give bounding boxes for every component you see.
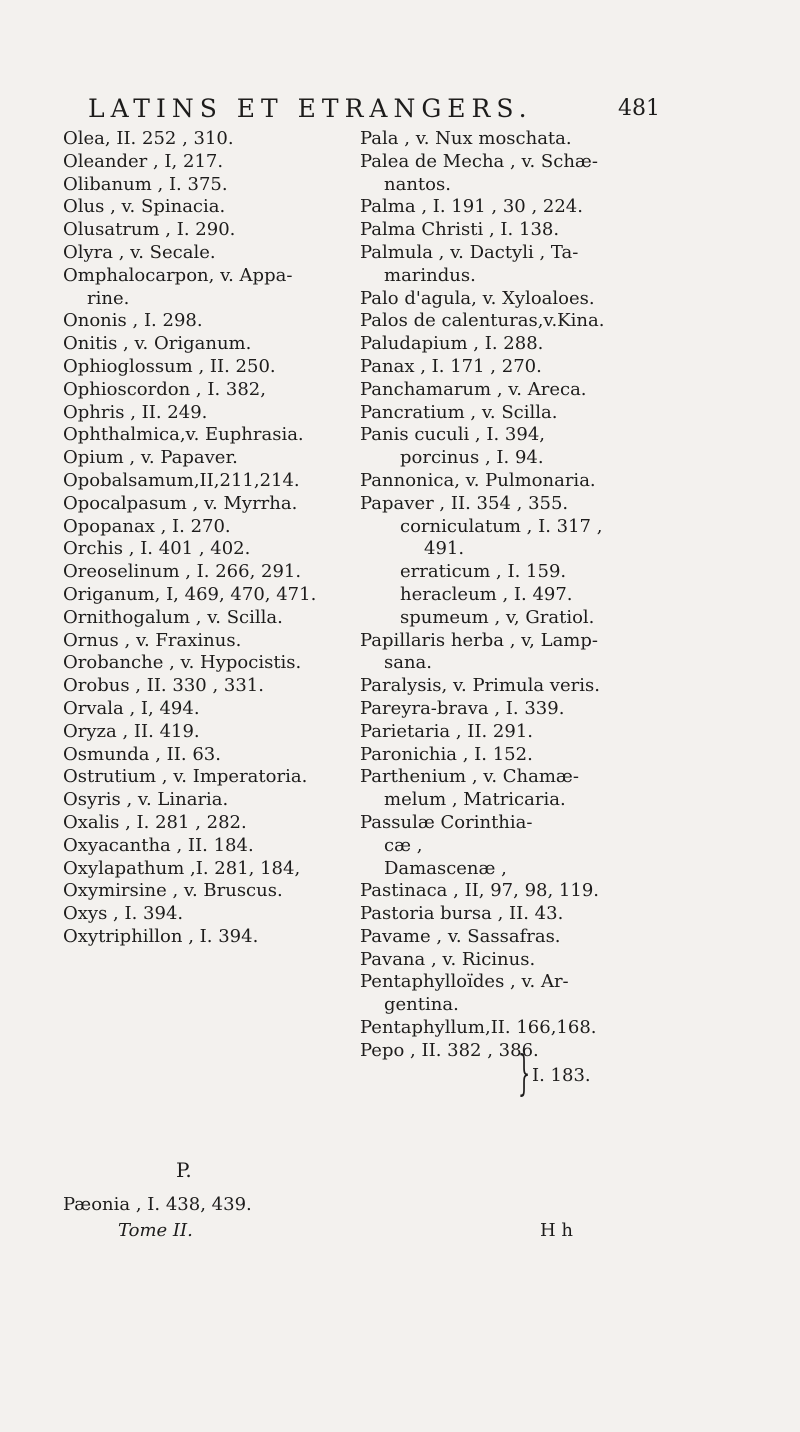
index-entry: Pala , v. Nux moschata.	[360, 128, 572, 149]
index-entry: Oreoselinum , I. 266, 291.	[63, 561, 302, 583]
index-entry: Pareyra-brava , I. 339.	[360, 697, 565, 719]
index-entry: Onitis , v. Origanum.	[63, 333, 252, 355]
index-entry: Osyris , v. Linaria.	[63, 789, 229, 811]
index-entry: Passulæ Corinthia-	[360, 811, 533, 833]
index-entry: Ornus , v. Fraxinus.	[63, 629, 242, 651]
index-entry: Oleander , I, 217.	[63, 150, 224, 172]
index-entry: Papillaris herba , v, Lamp-	[360, 629, 598, 651]
index-entry: Orchis , I. 401 , 402.	[63, 538, 251, 560]
index-subentry: corniculatum , I. 317 ,	[400, 515, 603, 537]
index-entry: Ornithogalum , v. Scilla.	[63, 606, 283, 628]
brace-reference: I. 183.	[532, 1065, 591, 1086]
index-entry: Panis cuculi , I. 394,	[360, 424, 546, 446]
index-entry: Oryza , II. 419.	[63, 720, 200, 742]
index-entry: Panchamarum , v. Areca.	[360, 378, 587, 400]
index-entry: Ophthalmica,v. Euphrasia.	[63, 424, 304, 446]
index-entry: Origanum, I, 469, 470, 471.	[63, 583, 317, 605]
index-entry: Pepo , II. 382 , 386.	[360, 1039, 539, 1061]
index-entry: Pentaphylloïdes , v. Ar-	[360, 971, 569, 993]
index-entry: Pannonica, v. Pulmonaria.	[360, 469, 596, 491]
index-entry: Orobanche , v. Hypocistis.	[63, 652, 302, 674]
index-entry: Olea, II. 252 , 310.	[63, 128, 234, 149]
index-entry: Parthenium , v. Chamæ-	[360, 766, 579, 788]
index-entry: Orvala , I, 494.	[63, 697, 200, 719]
left-index-column	[63, 128, 353, 949]
index-entry: Oxymirsine , v. Bruscus.	[63, 880, 283, 902]
index-subentry: heracleum , I. 497.	[400, 583, 573, 605]
index-entry-continuation: melum , Matricaria.	[384, 789, 566, 811]
index-entry: Oxylapathum ,I. 281, 184,	[63, 857, 301, 879]
index-entry-continuation: marindus.	[384, 264, 476, 286]
section-letter: P.	[176, 1158, 192, 1182]
index-entry: Olusatrum , I. 290.	[63, 219, 236, 241]
index-entry: Parietaria , II. 291.	[360, 720, 534, 742]
signature-mark: Tome II.	[118, 1220, 193, 1241]
index-entry: Palma Christi , I. 138.	[360, 219, 560, 241]
index-entry: Opopanax , I. 270.	[63, 515, 231, 537]
index-entry: Oxalis , I. 281 , 282.	[63, 811, 247, 833]
index-entry: Ononis , I. 298.	[63, 310, 203, 332]
index-entry: Palea de Mecha , v. Schæ-	[360, 150, 598, 172]
index-entry: Pancratium , v. Scilla.	[360, 401, 558, 423]
index-entry-continuation: cæ ,	[384, 834, 423, 856]
index-entry: Ophioscordon , I. 382,	[63, 378, 266, 400]
index-entry: Paralysis, v. Primula veris.	[360, 675, 600, 697]
index-entry: Pastinaca , II, 97, 98, 119.	[360, 880, 600, 902]
index-entry: Opium , v. Papaver.	[63, 447, 238, 469]
index-entry: Paronichia , I. 152.	[360, 743, 533, 765]
index-entry-continuation: nantos.	[384, 173, 451, 195]
index-entry: Oxytriphillon , I. 394.	[63, 925, 259, 947]
index-subentry: Damascenæ ,	[384, 857, 507, 879]
index-entry: Opocalpasum , v. Myrrha.	[63, 492, 298, 514]
index-entry: Ophris , II. 249.	[63, 401, 208, 423]
index-entry: Panax , I. 171 , 270.	[360, 355, 542, 377]
page-number: 481	[618, 96, 660, 121]
index-entry: Papaver , II. 354 , 355.	[360, 492, 569, 514]
curly-brace-icon: }	[518, 1045, 531, 1101]
index-entry-continuation: gentina.	[384, 994, 459, 1016]
index-entry: Pavame , v. Sassafras.	[360, 925, 561, 947]
curly-brace-group	[518, 1045, 638, 1101]
index-entry: Olyra , v. Secale.	[63, 241, 216, 263]
index-entry: Oxys , I. 394.	[63, 903, 184, 925]
index-subentry-continuation: 491.	[424, 538, 465, 560]
index-entry: Ostrutium , v. Imperatoria.	[63, 766, 308, 788]
index-entry: Opobalsamum,II,211,214.	[63, 469, 300, 491]
index-entry: Pastoria bursa , II. 43.	[360, 903, 564, 925]
index-entry: Palma , I. 191 , 30 , 224.	[360, 196, 583, 218]
index-entry: Oxyacantha , II. 184.	[63, 834, 254, 856]
right-index-column	[360, 128, 672, 1063]
running-header	[88, 94, 660, 132]
index-entry: Pavana , v. Ricinus.	[360, 948, 536, 970]
index-entry: Paludapium , I. 288.	[360, 333, 544, 355]
index-entry: Olus , v. Spinacia.	[63, 196, 226, 218]
index-entry-continuation: sana.	[384, 652, 433, 674]
index-subentry: porcinus , I. 94.	[400, 447, 544, 469]
index-entry: Ophioglossum , II. 250.	[63, 355, 276, 377]
catchword: H h	[540, 1220, 574, 1241]
index-entry: Pæonia , I. 438, 439.	[63, 1194, 252, 1215]
index-entry: Pentaphyllum,II. 166,168.	[360, 1017, 597, 1039]
index-subentry: spumeum , v, Gratiol.	[400, 606, 595, 628]
index-subentry: erraticum , I. 159.	[400, 561, 567, 583]
index-entry: Orobus , II. 330 , 331.	[63, 675, 264, 697]
index-entry-continuation: rine.	[87, 287, 130, 309]
index-entry: Osmunda , II. 63.	[63, 743, 221, 765]
index-entry: Olibanum , I. 375.	[63, 173, 228, 195]
index-entry: Palmula , v. Dactyli , Ta-	[360, 241, 579, 263]
index-entry: Palo d'agula, v. Xyloaloes.	[360, 287, 595, 309]
index-entry: Omphalocarpon, v. Appa-	[63, 264, 293, 286]
index-entry: Palos de calenturas,v.Kina.	[360, 310, 605, 332]
header-title: LATINS ET ETRANGERS.	[88, 94, 533, 123]
